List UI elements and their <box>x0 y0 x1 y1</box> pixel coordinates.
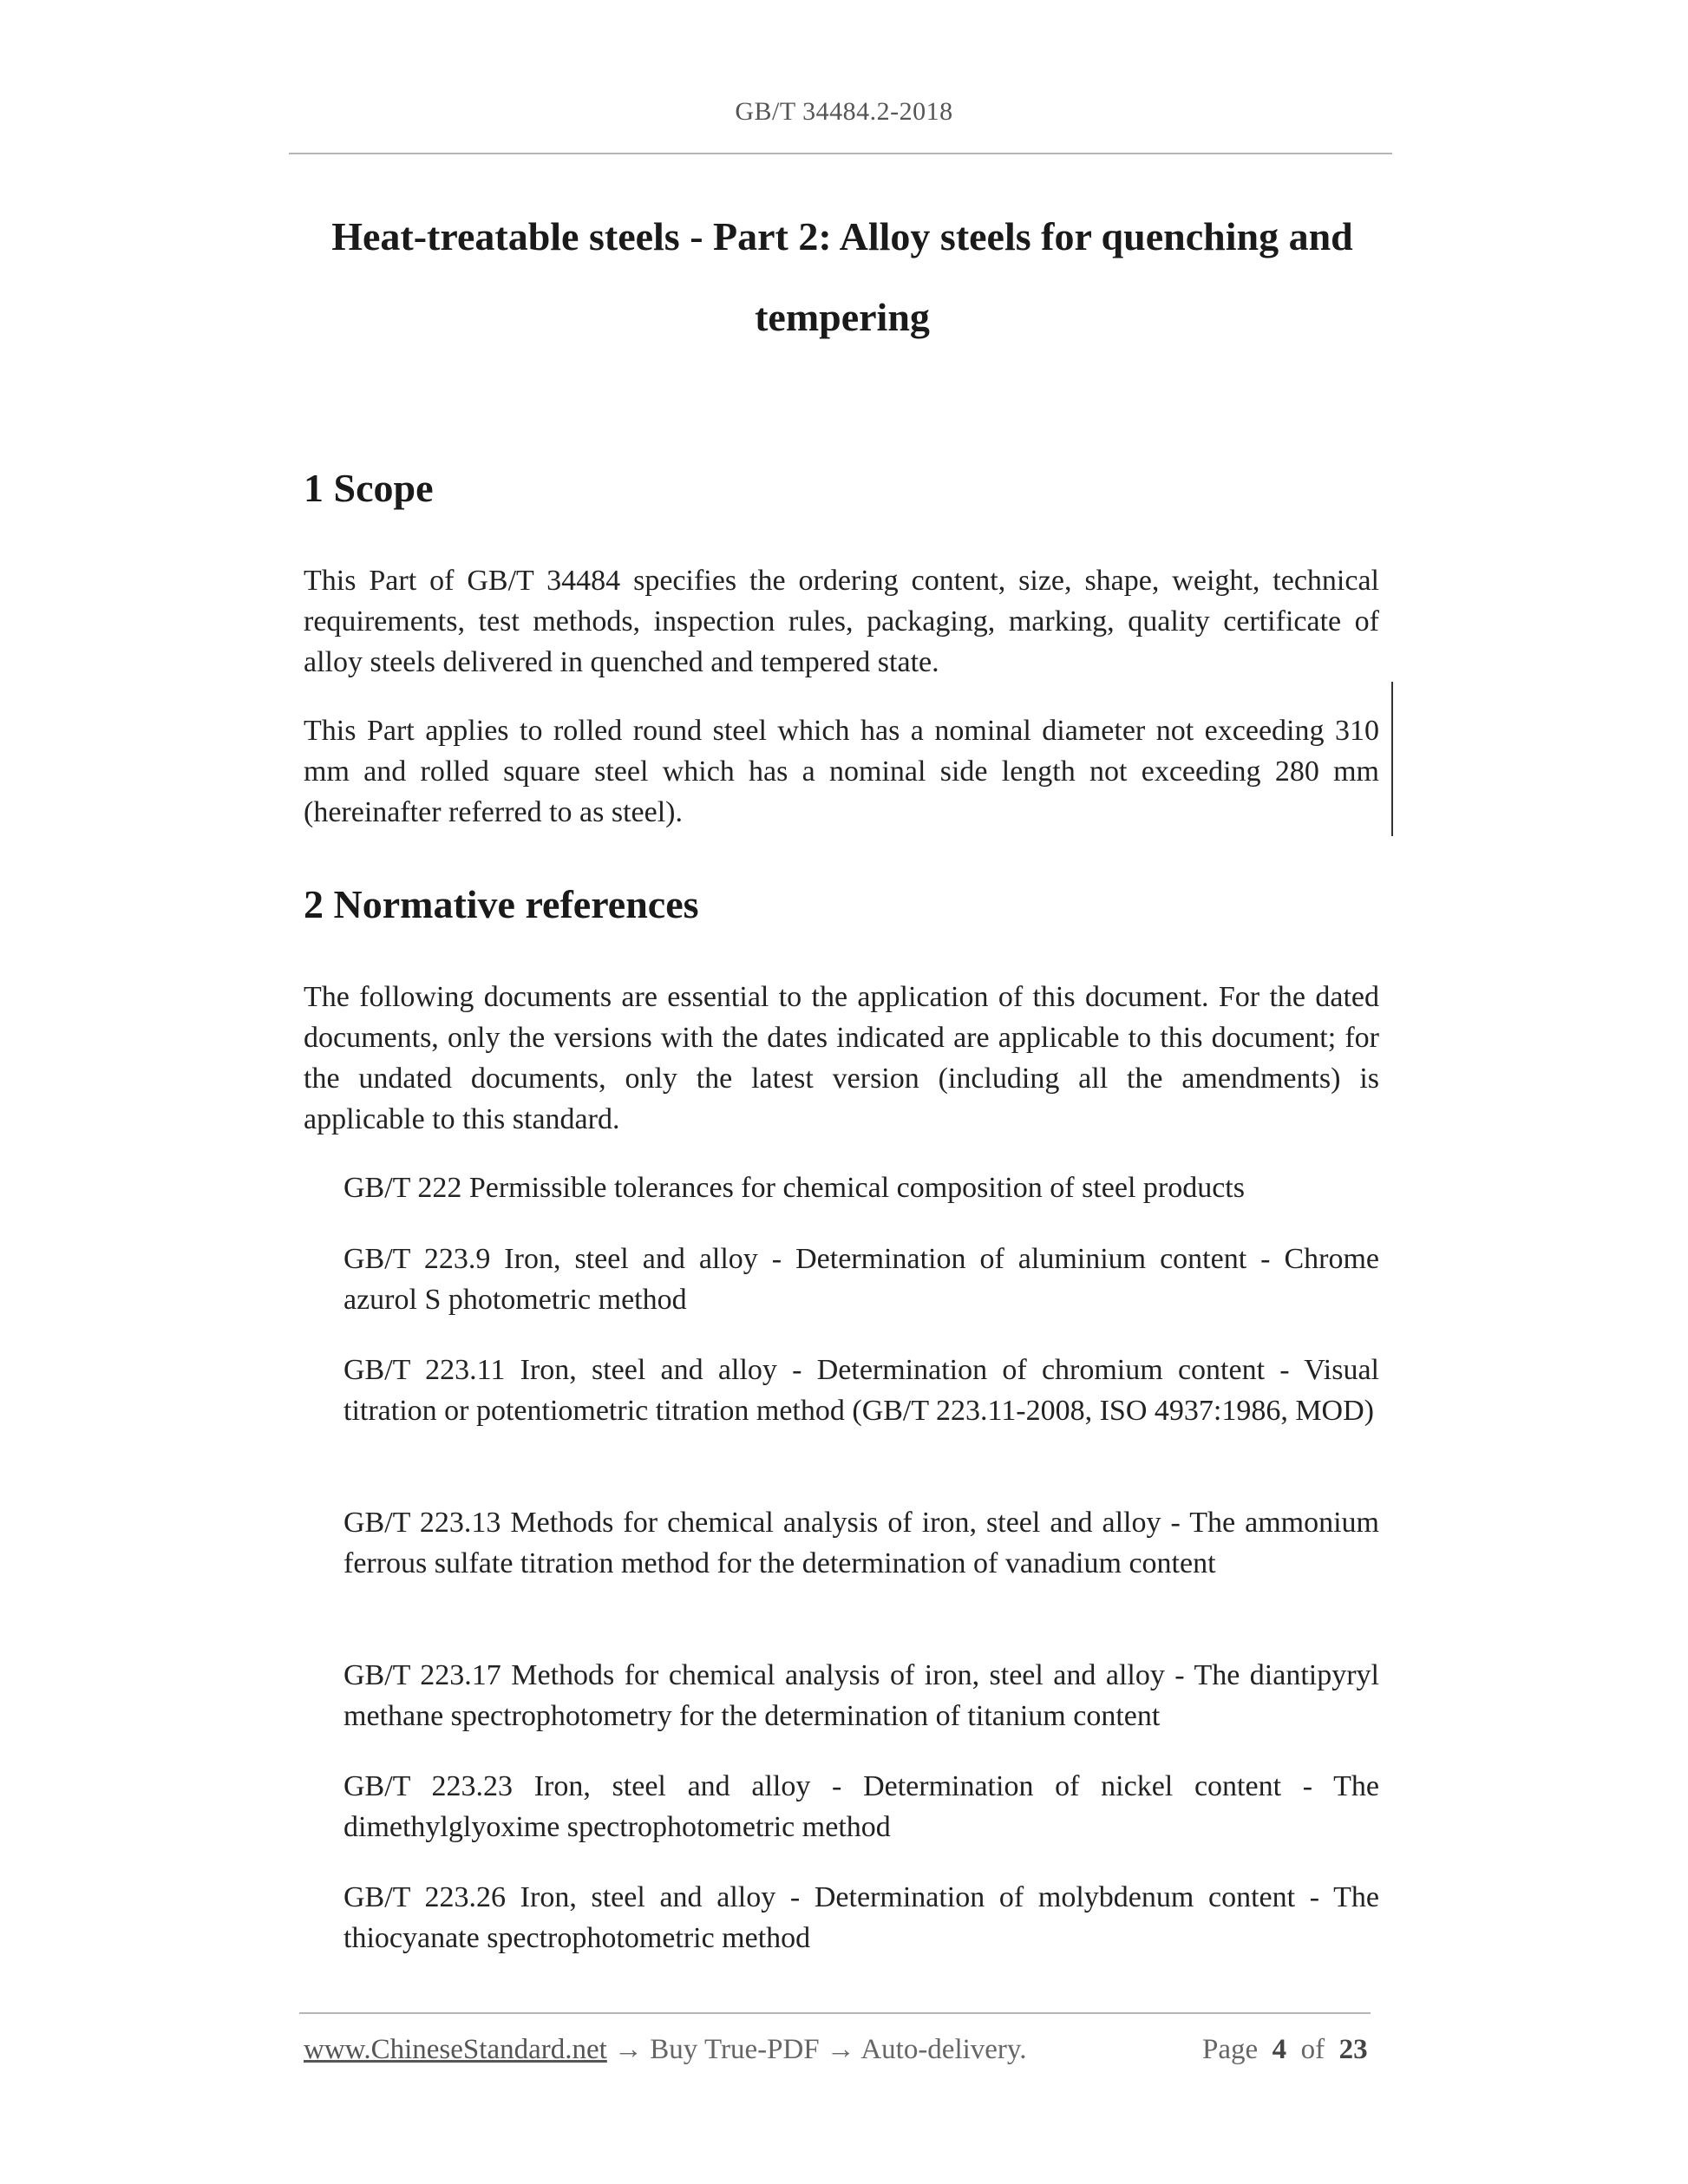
header-divider <box>289 153 1392 154</box>
footer-divider <box>299 2012 1371 2014</box>
reference-item: GB/T 223.9 Iron, steel and alloy - Determination of aluminium content - Chrome azurol S photometric method <box>343 1243 1379 1316</box>
of-label: of <box>1300 2034 1325 2065</box>
reference-item: GB/T 223.17 Methods for chemical analysis of iron, steel and alloy - The diantipyryl methane spectrophotometry for the determination of titanium content <box>343 1659 1379 1732</box>
reference-item: GB/T 223.11 Iron, steel and alloy - Determination of chromium content - Visual titration or potentiometric titration method (GB/T 223.11-2008, ISO 4937:1986, MOD) <box>343 1354 1379 1427</box>
document-title <box>295 196 1390 357</box>
auto-delivery-text: Auto-delivery. <box>860 2034 1027 2065</box>
scope-heading: 1 Scope <box>304 466 434 510</box>
reference-item: GB/T 223.23 Iron, steel and alloy - Determination of nickel content - The dimethylglyoxime spectrophotometric method <box>343 1770 1379 1843</box>
current-page-number: 4 <box>1272 2034 1287 2065</box>
footer-promo <box>304 2034 1027 2066</box>
document-title-line-2: tempering <box>755 295 930 339</box>
page-label: Page <box>1202 2034 1259 2065</box>
scope-paragraph-1: This Part of GB/T 34484 specifies the ordering content, size, shape, weight, technical requirements, test methods, inspection rules, packaging, marking, quality certificate of alloy steels delivered in quenched and tempered state. <box>304 565 1379 678</box>
scope-paragraph-2: This Part applies to rolled round steel which has a nominal diameter not exceeding 310 mm and rolled square steel which has a nominal side length not exceeding 280 mm (hereinafter referred to as steel). <box>304 715 1379 828</box>
standard-code-header: GB/T 34484.2-2018 <box>735 97 953 126</box>
buy-true-pdf-text: Buy True-PDF <box>650 2034 820 2065</box>
total-page-count: 23 <box>1338 2034 1368 2065</box>
normative-references-intro: The following documents are essential to the application of this document. For the dated documents, only the versions with the dates indicated are applicable to this document; for the undated documents, only the latest version (including all the amendments) is applicable to this standard. <box>304 981 1379 1135</box>
normative-references-heading: 2 Normative references <box>304 882 699 926</box>
arrow-right-icon: → <box>826 2034 855 2065</box>
arrow-right-icon: → <box>614 2034 644 2065</box>
document-title-line-1: Heat-treatable steels - Part 2: Alloy steels for quenching and <box>331 214 1353 258</box>
revision-change-bar <box>1391 682 1393 836</box>
reference-item: GB/T 223.13 Methods for chemical analysis of iron, steel and alloy - The ammonium ferrous sulfate titration method for the determination of vanadium content <box>343 1507 1379 1579</box>
reference-item: GB/T 222 Permissible tolerances for chemical composition of steel products <box>343 1172 1245 1204</box>
reference-item: GB/T 223.26 Iron, steel and alloy - Determination of molybdenum content - The thiocyanate spectrophotometric method <box>343 1881 1379 1954</box>
page-indicator <box>1202 2034 1368 2066</box>
chinesestandard-link[interactable]: www.ChineseStandard.net <box>304 2034 607 2065</box>
